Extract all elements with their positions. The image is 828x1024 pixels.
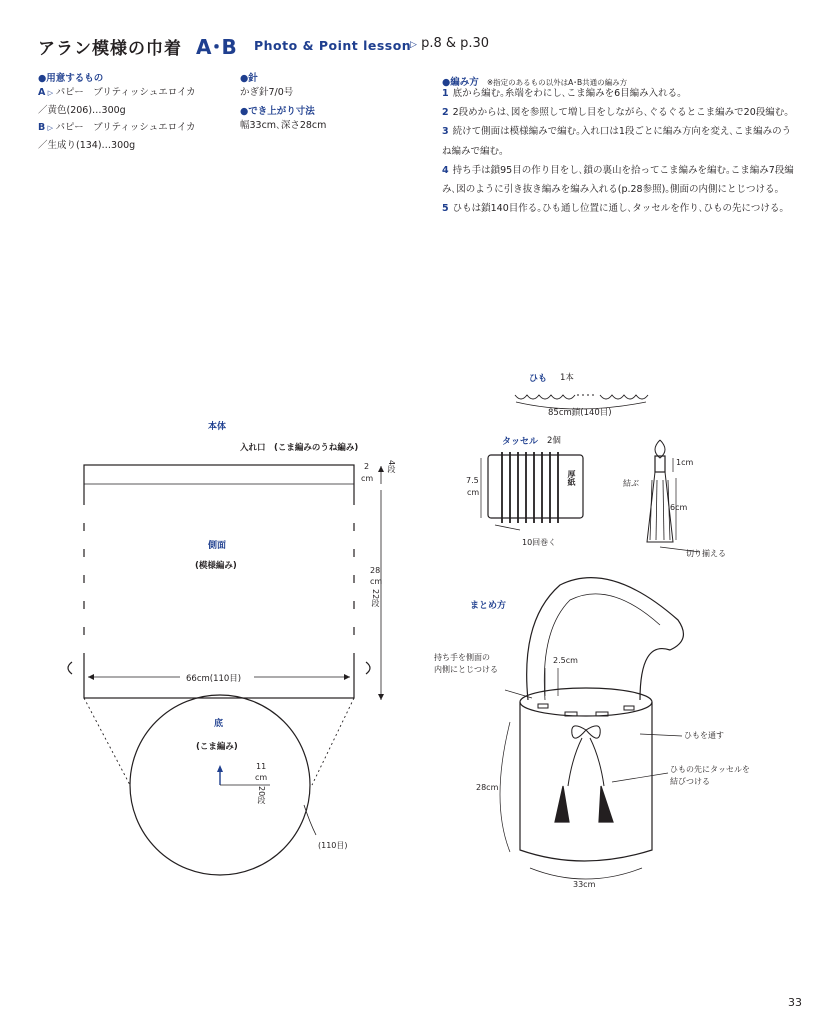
method-step: 3 続けて側面は模様編みで編む｡入れ口は1段ごとに編み方向を変え､こま編みのうね編みで編む｡ (442, 126, 792, 157)
bag-opening (520, 688, 652, 716)
page-title-ab: A･B (196, 35, 237, 59)
tassel-attach-1: ひもの先にタッセルを (670, 765, 750, 774)
circumference-label: (110目) (318, 841, 348, 850)
bag-handle (527, 578, 684, 700)
method-note: ※指定のあるもの以外はA･B共通の編み方 (486, 78, 628, 87)
handle-attach-2: 内側にとじつける (434, 665, 498, 674)
radius-rows: 20段 (257, 786, 266, 805)
cord-label: ひも (529, 374, 548, 384)
bag-width-label: 33cm (573, 880, 596, 889)
handle-width-label: 2.5cm (553, 656, 578, 665)
tassel-loop (655, 440, 665, 458)
trim-label: 切り揃える (686, 549, 726, 558)
bag-tassel-right (599, 786, 613, 822)
radius-11: 11 (256, 762, 267, 771)
method-step: 4 持ち手は鎖95目の作り目をし､鎖の裏山を拾ってこま編みを編む｡こま編み7段編み､図のように引き抜き編みを編み入れる(p.28参照)｡側面の内側にとじつける｡ (442, 164, 794, 196)
side-label: 側面 (208, 541, 227, 551)
method-heading: ●編み方 (442, 77, 479, 88)
handle-attach-1: 持ち手を側面の (434, 653, 490, 662)
materials-a: A ▷ パピー ブリティッシュエロイカ (38, 87, 196, 98)
wraps-label: 10回巻く (522, 538, 557, 547)
bag-body (520, 702, 652, 861)
tassel-count: 2個 (547, 436, 561, 446)
needle-heading: ●針 (240, 73, 258, 84)
bag-tassel-left (555, 786, 569, 822)
tassel-6cm: 6cm (670, 503, 688, 512)
tassel-height: 7.5 (466, 476, 479, 485)
body-width-label: 66cm(110目) (186, 674, 242, 684)
cord-bow (572, 726, 600, 738)
body-side-panel (84, 465, 354, 698)
triangle-icon: ▷ (410, 40, 417, 50)
tie-label: 結ぶ (623, 479, 639, 488)
size-heading: ●でき上がり寸法 (240, 106, 315, 117)
method-step: 2 2段めからは､図を参照して増し目をしながら､ぐるぐるとこま編みで20段編む｡ (442, 107, 790, 119)
thread-cord-label: ひもを通す (684, 731, 724, 740)
method-step: 1 底から編む｡糸端をわにし､こま編みを6目編み入れる｡ (442, 88, 682, 99)
page-title: アラン模様の巾着 (38, 39, 182, 59)
method-step: 5 ひもは鎖140目作る｡ひも通し位置に通し､タッセルを作り､ひもの先につける｡ (442, 203, 785, 215)
cord-count: 1本 (560, 373, 574, 383)
materials-a-detail: ／黄色(206)…300g (38, 105, 126, 116)
materials-b: B ▷ パピー ブリティッシュエロイカ (38, 122, 196, 133)
dim-22-rows: 22段 (371, 589, 380, 608)
cord-chain (515, 395, 575, 399)
dim-cm: cm (361, 474, 374, 483)
join-left (68, 662, 72, 674)
needle-value: かぎ針7/0号 (240, 87, 294, 98)
size-value: 幅33cm､深さ28cm (240, 120, 327, 131)
materials-heading: ●用意するもの (38, 73, 104, 84)
tassel-label: タッセル (502, 437, 539, 447)
tassel-1cm: 1cm (676, 458, 694, 467)
page-number: 33 (788, 996, 802, 1009)
bottom-label: 底 (214, 719, 224, 729)
bottom-pattern-label: (こま編み) (196, 742, 238, 752)
cord-length: 85cm鎖(140目) (548, 408, 612, 418)
bag-height-label: 28cm (476, 783, 499, 792)
tassel-attach-2: 結びつける (670, 777, 710, 786)
radius-cm: cm (255, 773, 268, 782)
body-title: 本体 (208, 422, 227, 432)
finish-title: まとめ方 (470, 601, 507, 611)
materials-b-detail: ／生成り(134)…300g (38, 140, 136, 151)
side-pattern-label: (模様編み) (195, 561, 237, 571)
lesson-pages: p.8 & p.30 (421, 36, 490, 51)
cardboard-label: 厚紙 (567, 470, 576, 486)
tassel-height-unit: cm (467, 488, 480, 497)
dim-28-cm: cm (370, 577, 383, 586)
opening-label: 入れ口 (こま編みのうね編み) (240, 443, 359, 453)
dim-2: 2 (364, 462, 370, 471)
join-right (366, 662, 370, 674)
lesson-label: Photo & Point lesson (254, 38, 412, 53)
dim-4-rows: 4段 (387, 460, 396, 474)
dim-28: 28 (370, 566, 381, 575)
